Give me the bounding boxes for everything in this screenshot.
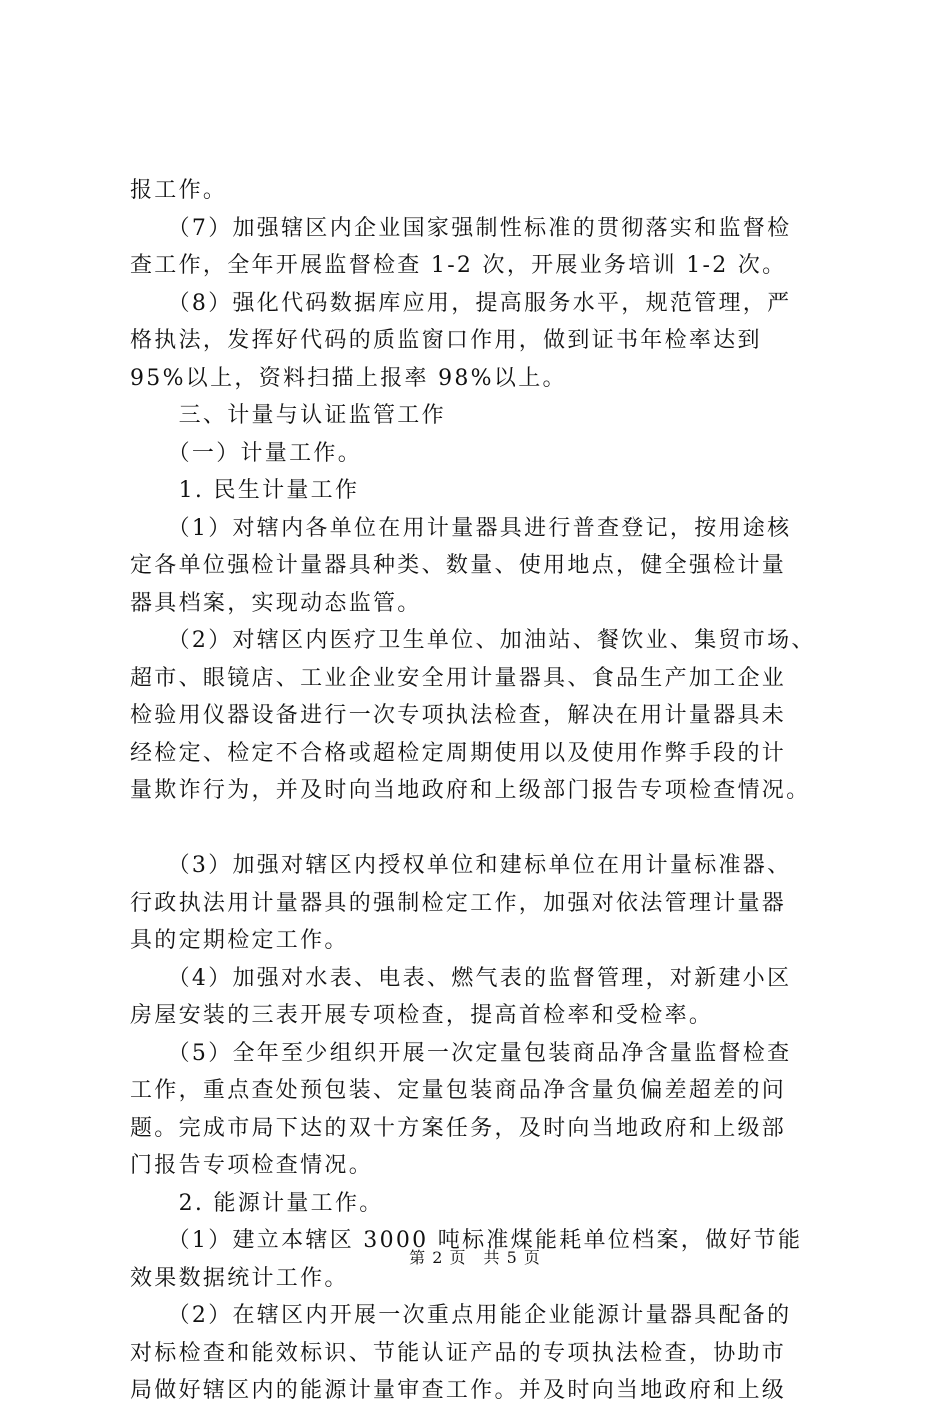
- text-line: 对标检查和能效标识、节能认证产品的专项执法检查，协助市: [130, 1340, 787, 1366]
- text-line: （8）强化代码数据库应用，提高服务水平，规范管理，严: [130, 290, 792, 316]
- text-line: （4）加强对水表、电表、燃气表的监督管理，对新建小区: [130, 965, 792, 991]
- text-line: 报工作。: [130, 178, 228, 203]
- text-line: 具的定期检定工作。: [130, 928, 349, 953]
- text-line: 行政执法用计量器具的强制检定工作，加强对依法管理计量器: [130, 890, 787, 916]
- text-line: （5）全年至少组织开展一次定量包装商品净含量监督检查: [130, 1040, 792, 1066]
- text-line: 格执法，发挥好代码的质监窗口作用，做到证书年检率达到: [130, 328, 762, 353]
- text-line: （7）加强辖区内企业国家强制性标准的贯彻落实和监督检: [130, 215, 792, 241]
- document-body: [130, 172, 830, 1410]
- text-line: 器具档案，实现动态监管。: [130, 590, 422, 616]
- text-line: 检验用仪器设备进行一次专项执法检查，解决在用计量器具未: [130, 703, 787, 728]
- text-line: 量欺诈行为，并及时向当地政府和上级部门报告专项检查情况。: [130, 778, 811, 803]
- text-line: （1）对辖内各单位在用计量器具进行普查登记，按用途核: [130, 515, 792, 541]
- text-line: 95%以上，资料扫描上报率 98%以上。: [130, 365, 567, 391]
- text-line: 效果数据统计工作。: [130, 1265, 349, 1291]
- text-line: 门报告专项检查情况。: [130, 1153, 374, 1178]
- text-line: 查工作，全年开展监督检查 1-2 次，开展业务培训 1-2 次。: [130, 253, 787, 278]
- page-footer: 第 2 页 共 5 页: [409, 1248, 541, 1267]
- text-line: （1）建立本辖区 3000 吨标准煤能耗单位档案，做好节能: [130, 1228, 803, 1253]
- text-line: （2）在辖区内开展一次重点用能企业能源计量器具配备的: [130, 1303, 792, 1328]
- text-line: 超市、眼镜店、工业企业安全用计量器具、食品生产加工企业: [130, 665, 787, 691]
- text-line: （2）对辖区内医疗卫生单位、加油站、餐饮业、集贸市场、: [130, 628, 816, 653]
- text-line: 定各单位强检计量器具种类、数量、使用地点，健全强检计量: [130, 553, 787, 578]
- text-line: 局做好辖区内的能源计量审查工作。并及时向当地政府和上级: [130, 1378, 787, 1403]
- subsection-heading: 2. 能源计量工作。: [130, 1190, 384, 1216]
- subsection-heading: 1. 民生计量工作: [130, 478, 360, 503]
- blank-line: [130, 810, 830, 848]
- text-line: 工作，重点查处预包装、定量包装商品净含量负偏差超差的问: [130, 1078, 787, 1103]
- text-line: 题。完成市局下达的双十方案任务，及时向当地政府和上级部: [130, 1115, 787, 1141]
- section-heading: 三、计量与认证监管工作: [130, 403, 446, 428]
- subsection-heading: （一）计量工作。: [130, 440, 363, 466]
- text-line: 房屋安装的三表开展专项检查，提高首检率和受检率。: [130, 1003, 714, 1028]
- text-line: 经检定、检定不合格或超检定周期使用以及使用作弊手段的计: [130, 740, 787, 766]
- text-line: （3）加强对辖区内授权单位和建标单位在用计量标准器、: [130, 853, 792, 878]
